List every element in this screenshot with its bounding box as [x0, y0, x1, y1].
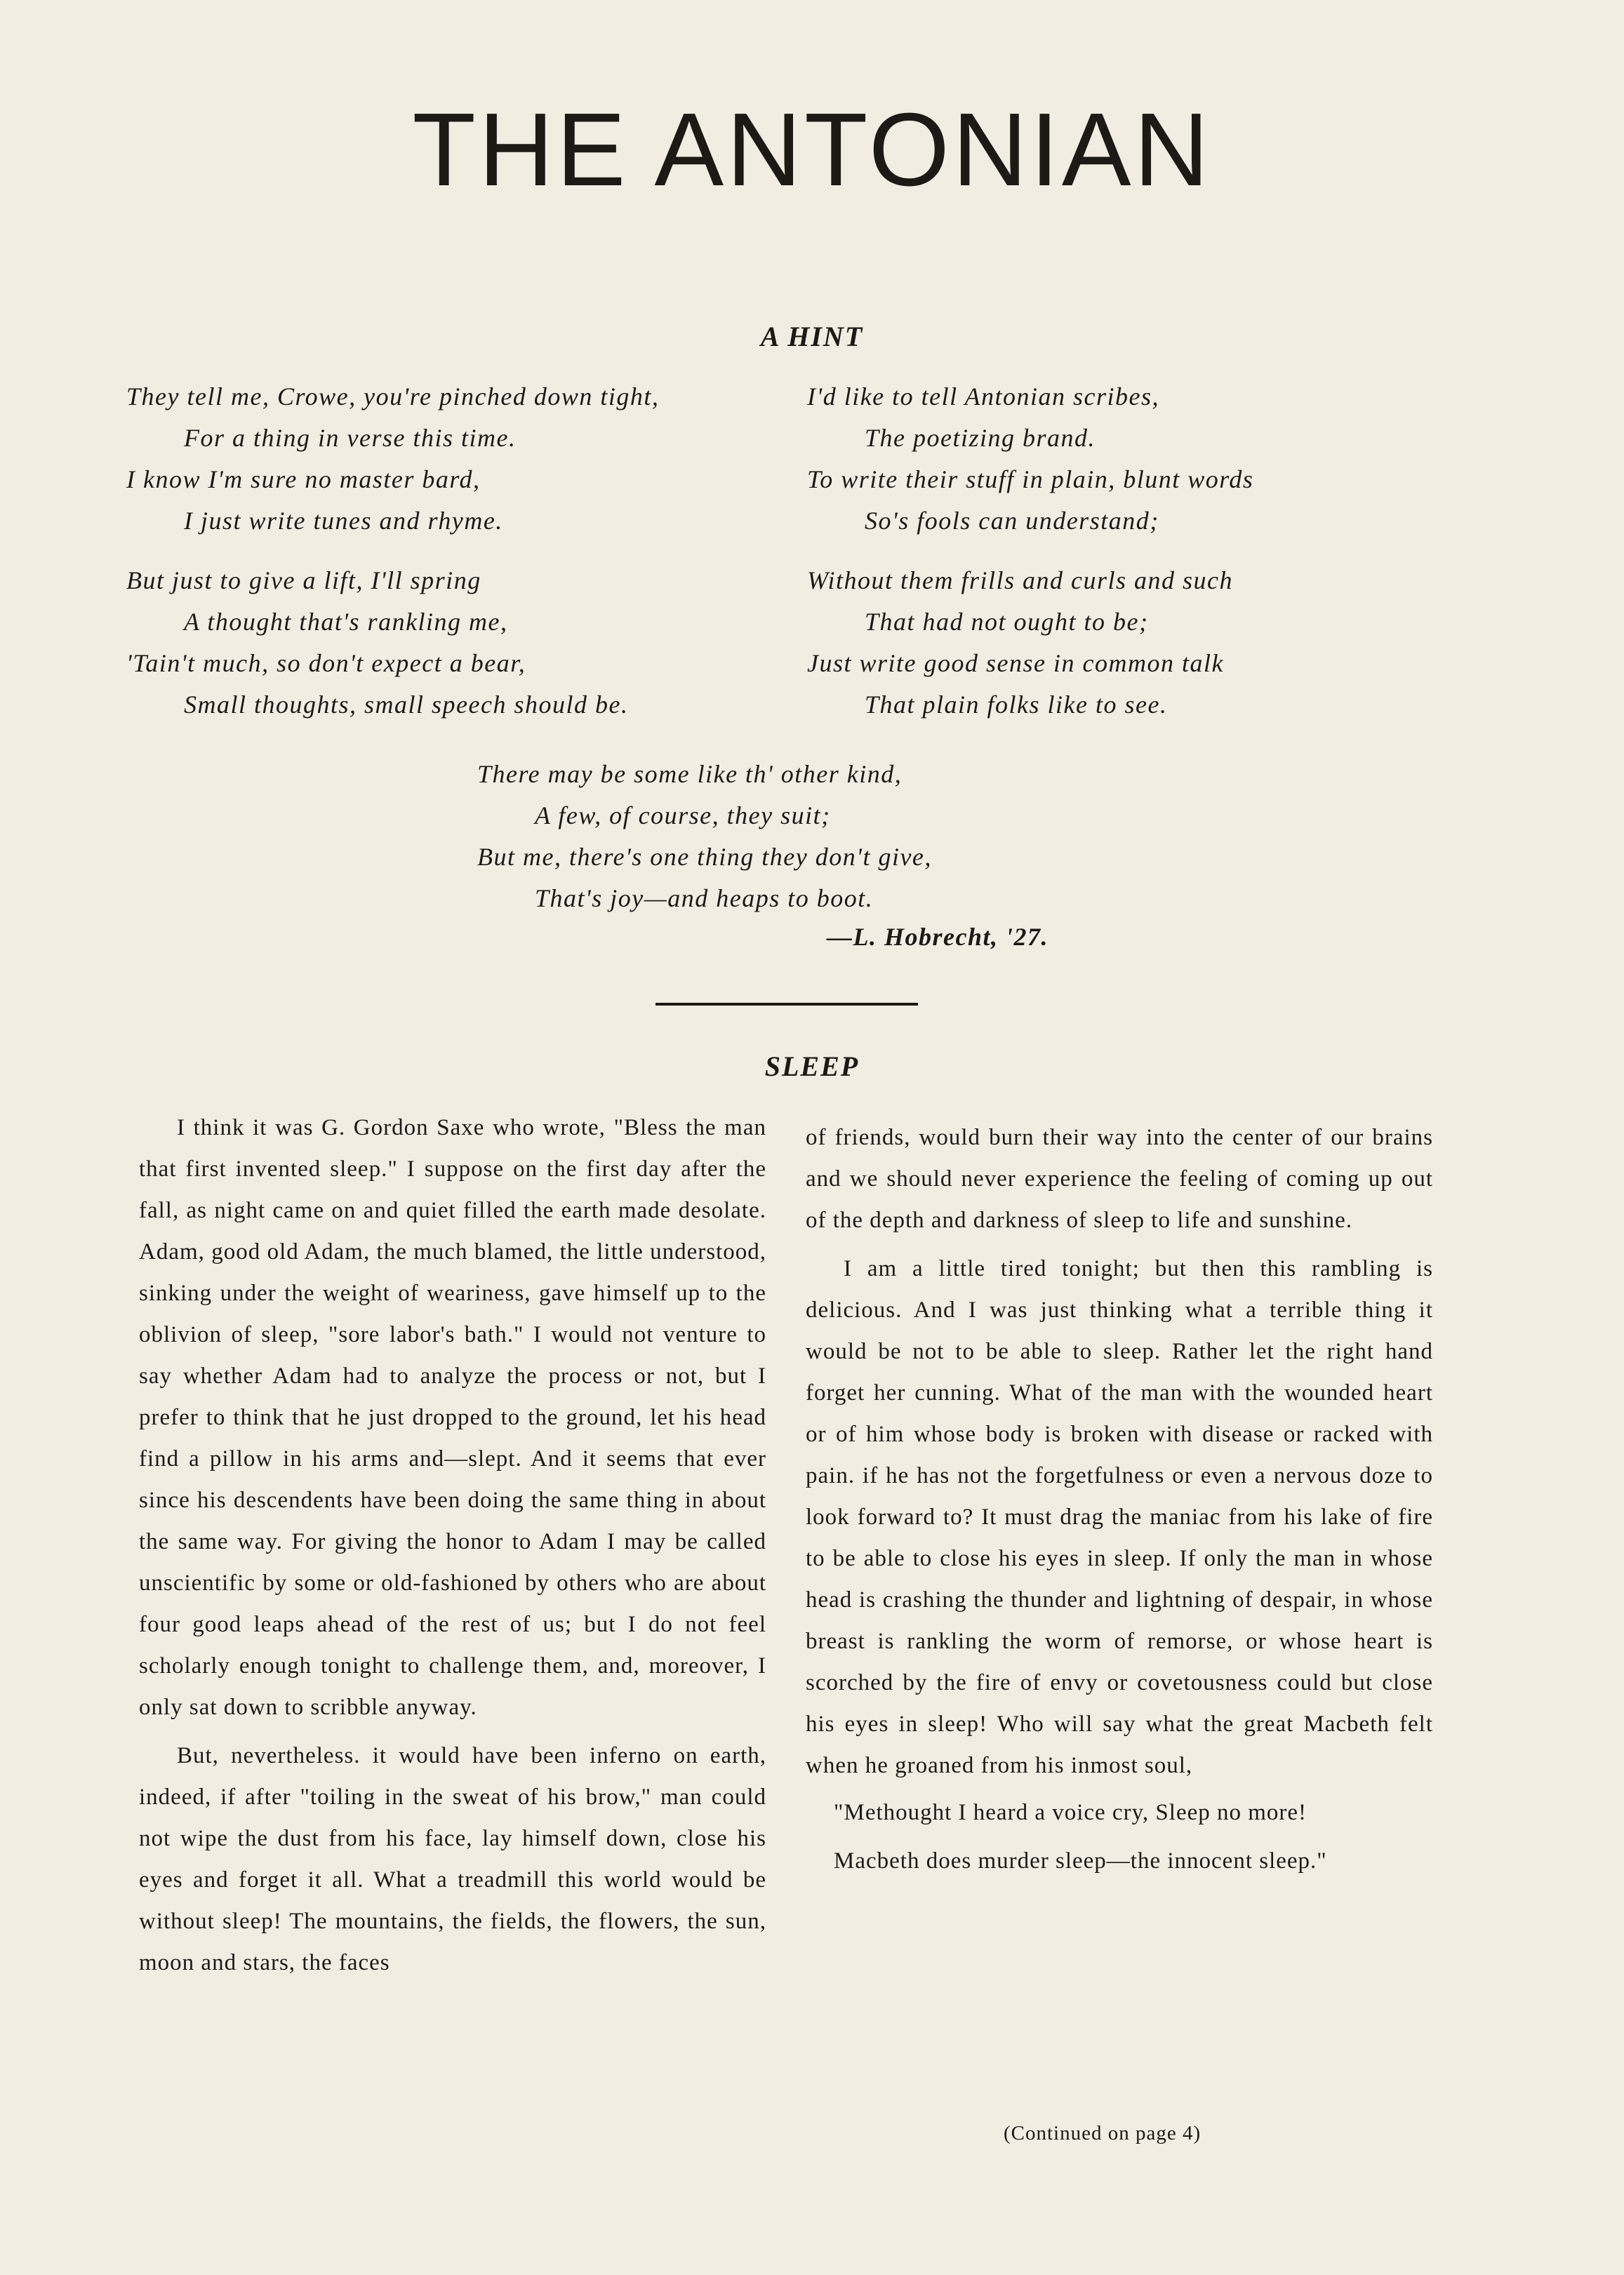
poem-line: Just write good sense in common talk: [807, 649, 1224, 677]
poem-line: I just write tunes and rhyme.: [184, 507, 503, 535]
poem-line: But just to give a lift, I'll spring: [126, 566, 481, 594]
poem-line: For a thing in verse this time.: [184, 424, 517, 452]
poem-line: 'Tain't much, so don't expect a bear,: [126, 649, 526, 677]
poem-line: They tell me, Crowe, you're pinched down tight,: [126, 382, 660, 411]
article-paragraph: I think it was G. Gordon Saxe who wrote, "Bless the man that first invented sleep." I suppose on the first day after the fall, as night came on and quiet filled the earth made desolate. Adam, good old Adam, the much blamed, the little understood, sinking under the weight of weariness, gave himself up to the oblivion of sleep, "sore labor's bath." I would not venture to say whether Adam had to analyze the process or not, but I prefer to think that he just dropped to the ground, let his head find a pillow in his arms and—slept. And it seems that ever since his descendents have been doing the same thing in about the same way. For giving the honor to Adam I may be called unscientific by some or old-fashioned by others who are about four good leaps ahead of the rest of us; but I do not feel scholarly enough tonight to challenge them, and, moreover, I only sat down to scribble anyway.: [139, 1115, 766, 1720]
poem-line: Without them frills and curls and such: [807, 566, 1234, 594]
article-paragraph: I am a little tired tonight; but then this rambling is delicious. And I was just thinking what a terrible thing it would be not to be able to sleep. Rather let the right hand forget her cunning. What of the man with the wounded heart or of him whose body is broken with disease or racked with pain. if he has not the forgetfulness or even a nervous doze to look forward to? It must drag the maniac from his lake of fire to be able to close his eyes in sleep. If only the man in whose head is crashing the thunder and lightning of despair, in whose breast is rankling the worm of remorse, or whose heart is scorched by the fire of envy or covetousness could but close his eyes in sleep! Who will say what the great Macbeth felt when he groaned from his inmost soul,: [806, 1256, 1433, 1778]
poem-right-column: [807, 376, 1253, 726]
poem-center-stanza: [477, 754, 932, 919]
poem-line: A few, of course, they suit;: [535, 801, 831, 829]
quote-line: "Methought I heard a voice cry, Sleep no more!: [834, 1800, 1307, 1825]
poem-left-column: [126, 376, 659, 726]
poem-line: That had not ought to be;: [865, 608, 1149, 636]
poem-line: That's joy—and heaps to boot.: [535, 884, 874, 912]
masthead-title: THE ANTONIAN: [412, 92, 1212, 208]
article-paragraph: But, nevertheless. it would have been inferno on earth, indeed, if after "toiling in the sweat of his brow," man could not wipe the dust from his face, lay himself down, close his eyes and forget it all. What a treadmill this world would be without sleep! The mountains, the fields, the flowers, the sun, moon and stars, the faces: [139, 1743, 766, 1975]
poem-line: I'd like to tell Antonian scribes,: [807, 382, 1159, 411]
article-paragraph: of friends, would burn their way into the center of our brains and we should never experience the feeling of coming up out of the depth and darkness of sleep to life and sunshine.: [806, 1125, 1433, 1233]
poem-line: But me, there's one thing they don't give,: [477, 843, 932, 871]
poem-line: To write their stuff in plain, blunt words: [807, 465, 1254, 493]
poem-line: A thought that's rankling me,: [184, 608, 508, 636]
article-title: SLEEP: [764, 1050, 860, 1082]
poem-line: Small thoughts, small speech should be.: [184, 690, 629, 719]
poem-line: I know I'm sure no master bard,: [126, 465, 481, 493]
section-divider: [655, 1003, 918, 1006]
macbeth-quote: [806, 1792, 1433, 1882]
poem-signature: —L. Hobrecht, '27.: [827, 923, 1049, 951]
poem-line: So's fools can understand;: [865, 507, 1159, 535]
article-right-column: [806, 1117, 1433, 1882]
quote-line: Macbeth does murder sleep—the innocent sleep.": [834, 1848, 1327, 1874]
poem-line: There may be some like th' other kind,: [477, 760, 903, 788]
article-left-column: [139, 1107, 766, 1984]
continued-note: (Continued on page 4): [1004, 2122, 1202, 2144]
poem-title: A HINT: [760, 321, 864, 352]
poem-line: That plain folks like to see.: [865, 690, 1168, 719]
poem-line: The poetizing brand.: [865, 424, 1096, 452]
